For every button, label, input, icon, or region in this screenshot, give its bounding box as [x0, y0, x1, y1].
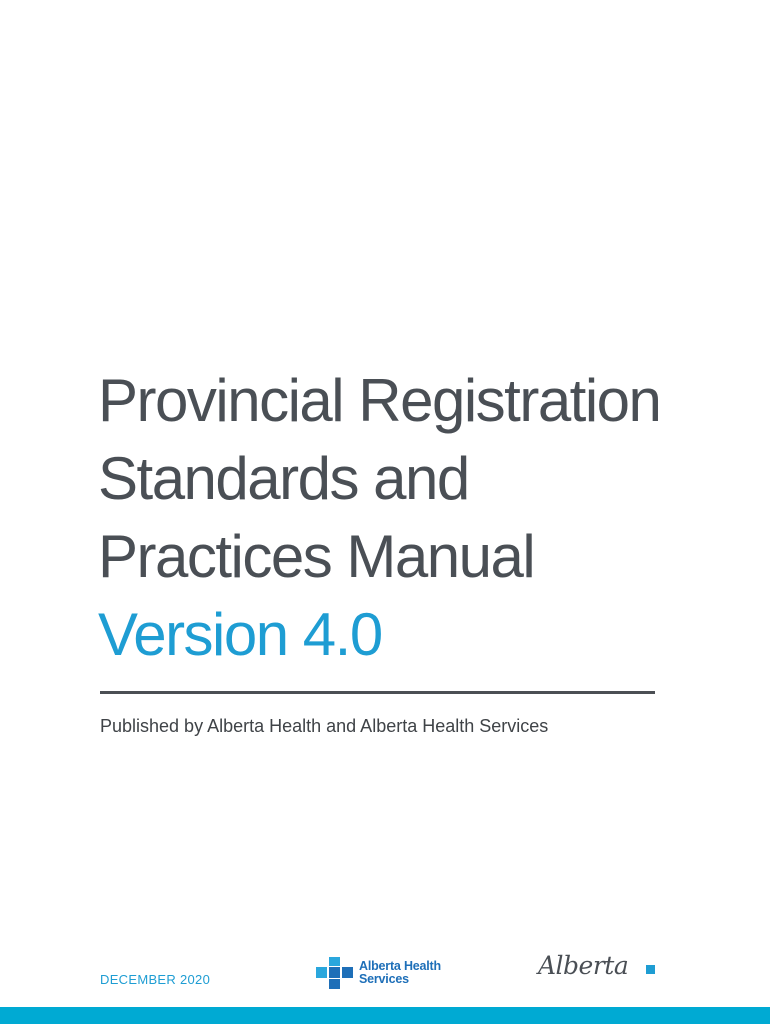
title-divider — [100, 691, 655, 694]
title-line-1: Provincial Registration — [98, 367, 661, 434]
ahs-wordmark — [359, 960, 441, 986]
version-label: Version 4.0 — [98, 601, 382, 668]
title-line-3: Practices Manual — [98, 523, 535, 590]
alberta-wordmark: Alberta — [538, 951, 629, 980]
ahs-cross-icon — [316, 957, 354, 989]
title-line-2: Standards and — [98, 445, 469, 512]
publisher-text: Published by Alberta Health and Alberta Health Services — [100, 716, 549, 736]
ahs-wordmark-line-2: Services — [359, 972, 409, 986]
document-title — [98, 362, 738, 674]
publication-date: DECEMBER 2020 — [100, 972, 211, 987]
bottom-color-bar — [0, 1007, 770, 1024]
ahs-wordmark-line-1: Alberta Health — [359, 959, 441, 973]
alberta-accent-square-icon — [646, 965, 655, 974]
ahs-logo — [316, 957, 441, 989]
alberta-government-logo — [538, 947, 658, 987]
